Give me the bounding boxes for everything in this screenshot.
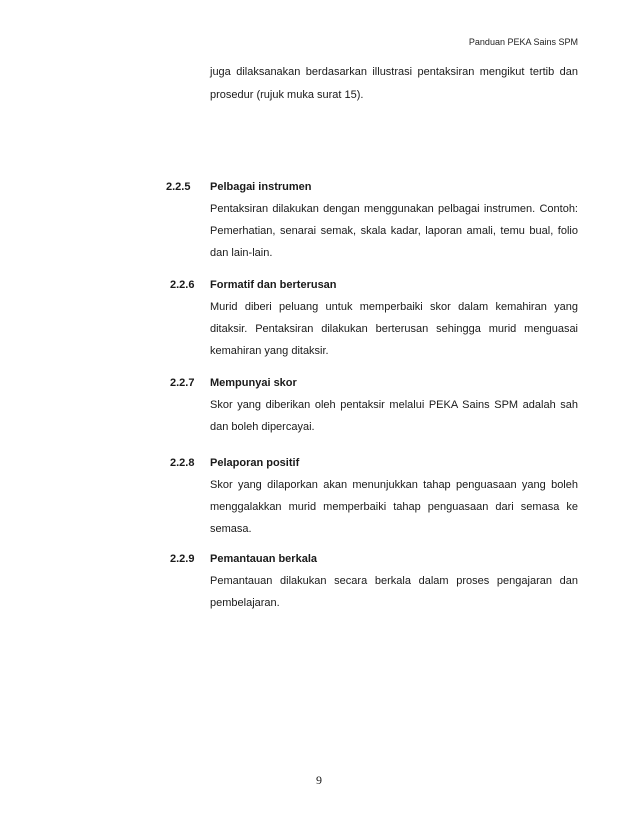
intro-paragraph: juga dilaksanakan berdasarkan illustrasi pentaksiran mengikut tertib dan prosedur (rujuk muka surat 15). (210, 66, 578, 101)
section-body: Pemantauan dilakukan secara berkala dalam proses pengajaran dan pembelajaran. (210, 575, 578, 609)
section-number: 2.2.9 (170, 553, 195, 565)
page-number: 9 (316, 773, 322, 787)
section-number: 2.2.5 (166, 181, 191, 193)
section-body: Murid diberi peluang untuk memperbaiki skor dalam kemahiran yang ditaksir. Pentaksiran dilakukan berterusan sehingga murid menguasai kemahiran yang ditaksir. (210, 301, 578, 357)
running-header: Panduan PEKA Sains SPM (468, 37, 578, 47)
section-title: Mempunyai skor (210, 377, 297, 389)
section-title: Pelaporan positif (210, 457, 300, 469)
section-title: Formatif dan berterusan (210, 279, 337, 291)
section-body: Skor yang diberikan oleh pentaksir melalui PEKA Sains SPM adalah sah dan boleh dipercayai. (210, 399, 578, 433)
section-number: 2.2.8 (170, 457, 195, 469)
section-body: Skor yang dilaporkan akan menunjukkan tahap penguasaan yang boleh menggalakkan murid memperbaiki tahap penguasaan dari semasa ke semasa. (210, 479, 578, 535)
section-number: 2.2.7 (170, 377, 195, 389)
section-title: Pemantauan berkala (210, 553, 317, 565)
section-title: Pelbagai instrumen (210, 181, 312, 193)
section-number: 2.2.6 (170, 279, 195, 291)
section-body: Pentaksiran dilakukan dengan menggunakan pelbagai instrumen. Contoh: Pemerhatian, senarai semak, skala kadar, laporan amali, temu bual, folio dan lain-lain. (210, 203, 578, 259)
